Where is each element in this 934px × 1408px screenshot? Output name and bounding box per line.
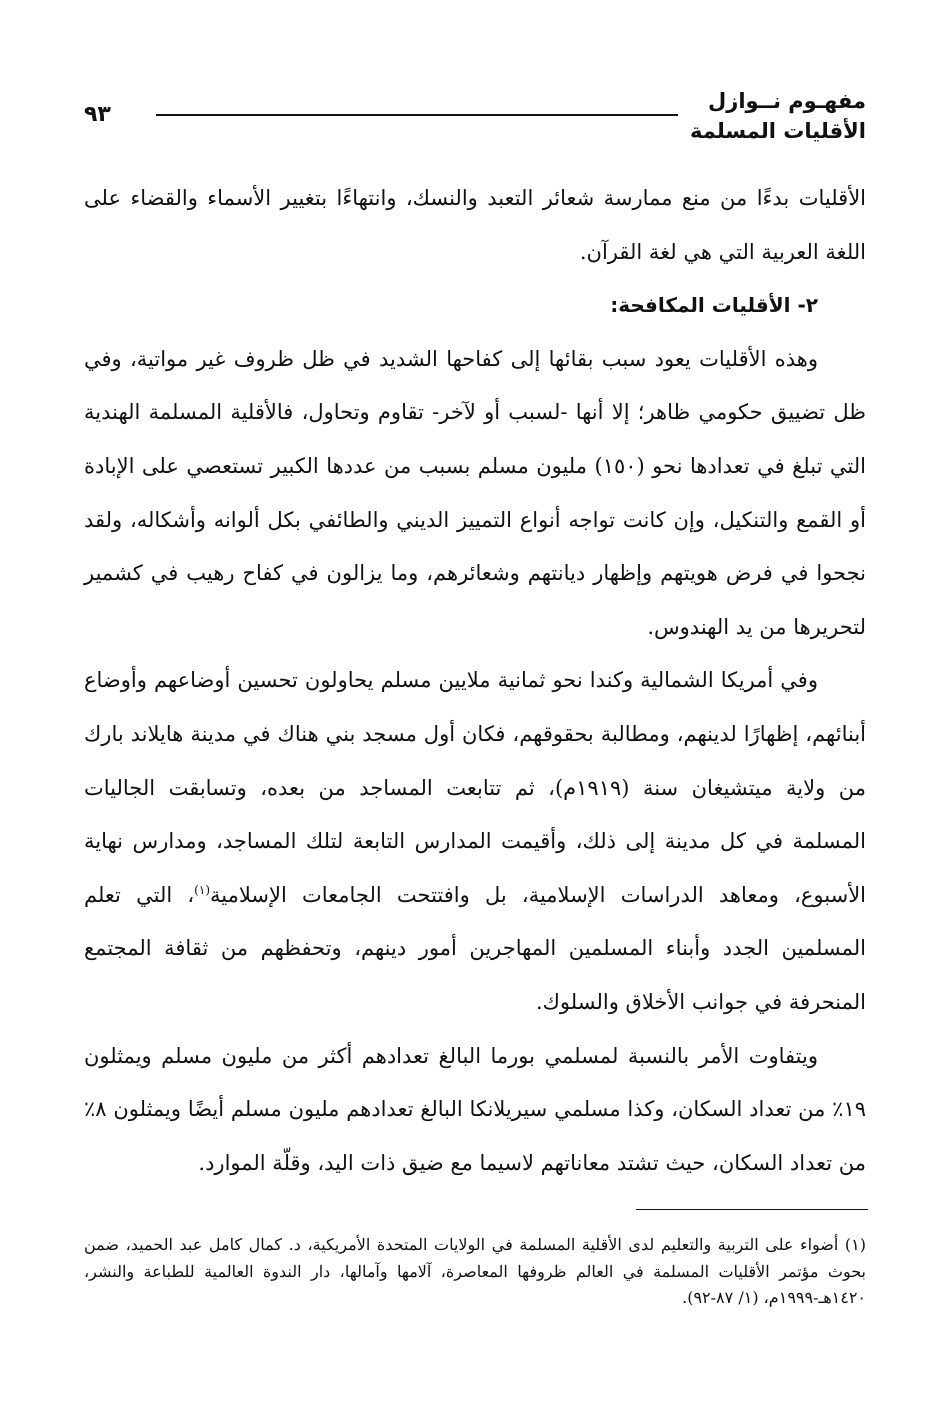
running-title-line1: مفهـوم نــوازل — [708, 89, 866, 113]
paragraph: ويتفاوت الأمر بالنسبة لمسلمي بورما البالغ تعدادهم أكثر من مليون مسلم ويمثلون ١٩٪ من تعداد السكان، وكذا مسلمي سيريلانكا البالغ تعدادهم مليون مسلم أيضًا ويمثلون ٨٪ من تعداد السكان، حيث تشتد معاناتهم لاسيما مع ضيق ذات اليد، وقلّة الموارد. — [84, 1043, 866, 1175]
footnote: (١) أضواء على التربية والتعليم لدى الأقلية المسلمة في الولايات المتحدة الأمريكية، د. كمال كامل عبد الحميد، ضمن بحوث مؤتمر الأقليات المسلمة في العالم ظروفها المعاصرة، آلامها وآمالها، دار الندوة العالمية للطباعة والنشر، ١٤٢٠هـ-١٩٩٩م، (١/ ٨٧-٩٢). — [84, 1235, 866, 1307]
running-title — [690, 86, 866, 146]
footnote-reference[interactable]: (١) — [194, 882, 210, 897]
page-number: ٩٣ — [84, 102, 111, 127]
paragraph-text: ، التي تعلم المسلمين الجدد وأبناء المسلمين المهاجرين أمور دينهم، وتحفظهم من ثقافة المجتمع المنحرفة في جوانب الأخلاق والسلوك. — [84, 882, 866, 1014]
main-text — [84, 172, 866, 1190]
paragraph: وهذه الأقليات يعود سبب بقائها إلى كفاحها الشديد في ظل ظروف غير مواتية، وفي ظل تضييق حكومي ظاهر؛ إلا أنها -لسبب أو لآخر- تقاوم وتحاول، فالأقلية المسلمة الهندية التي تبلغ في تعدادها نحو (١٥٠) مليون مسلم بسبب من عددها الكبير تستعصي على الإبادة أو القمع والتنكيل، وإن كانت تواجه أنواع التمييز الديني والطائفي بكل ألوانه وأشكاله، ولقد نجحوا في فرض هويتهم وإظهار ديانتهم وشعائرهم، وما يزالون في كفاح رهيب في كشمير لتحريرها من يد الهندوس. — [84, 346, 866, 639]
running-header — [84, 86, 866, 156]
paragraph-continuation: الأقليات بدءًا من منع ممارسة شعائر التعبد والنسك، وانتهاءًا بتغيير الأسماء والقضاء على اللغة العربية التي هي لغة القرآن. — [84, 186, 866, 264]
header-rule — [156, 114, 678, 116]
paragraph — [84, 654, 866, 1029]
section-heading: ٢- الأقليات المكافحة: — [610, 293, 818, 318]
running-title-line2: الأقليات المسلمة — [690, 119, 866, 143]
paragraph-text: وفي أمريكا الشمالية وكندا نحو ثمانية ملايين مسلم يحاولون تحسين أوضاعهم وأوضاع أبنائهم، إظهارًا لدينهم، ومطالبة بحقوقهم، فكان أول مسجد بني هناك في مدينة هايلاند بارك من ولاية ميتشيغان سنة (١٩١٩م)، ثم تتابعت المساجد من بعده، وتسابقت الجاليات المسلمة في كل مدينة إلى ذلك، وأقيمت المدارس التابعة لتلك المساجد، ومدارس نهاية الأسبوع، ومعاهد الدراسات الإسلامية، بل وافتتحت الجامعات الإسلامية — [84, 668, 867, 907]
footnote-separator — [636, 1209, 868, 1210]
